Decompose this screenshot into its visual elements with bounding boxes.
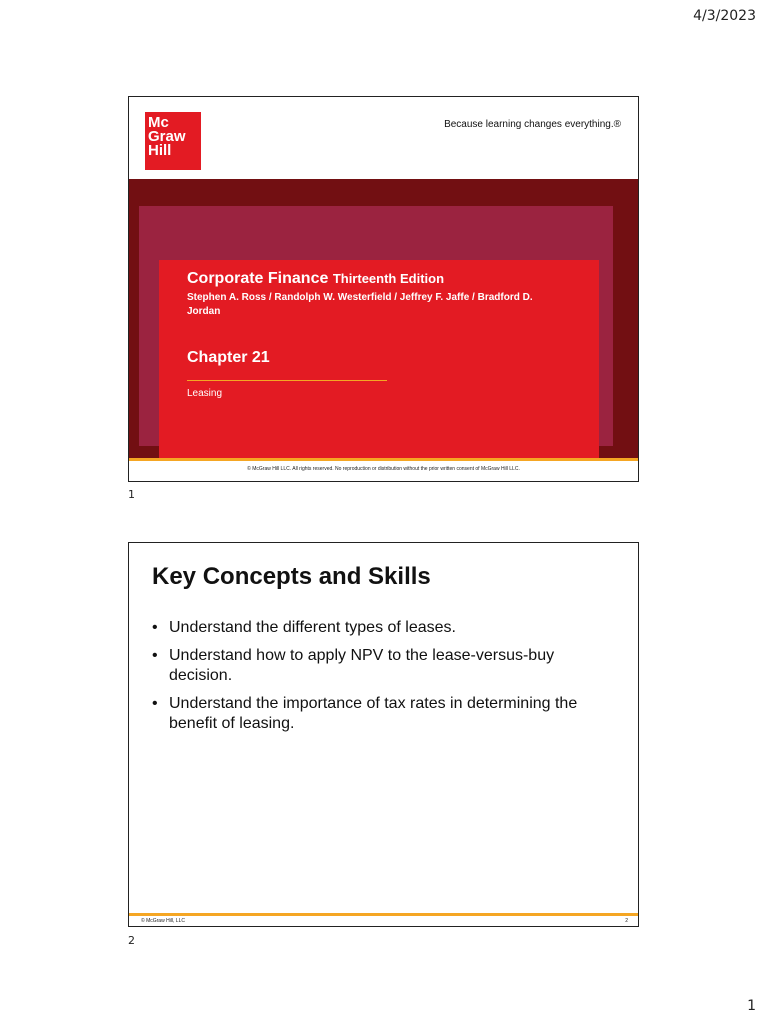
list-item — [152, 646, 612, 686]
mcgraw-hill-logo — [145, 112, 201, 170]
chapter-label: Chapter 21 — [187, 349, 270, 366]
footer-rule — [129, 458, 638, 461]
logo-line: Mc — [148, 114, 169, 131]
book-title — [187, 270, 444, 288]
page-number: 1 — [747, 998, 756, 1014]
slide-title: Key Concepts and Skills — [152, 563, 431, 590]
book-authors: Stephen A. Ross / Randolph W. Westerfield / Jeffrey F. Jaffe / Bradford D. Jordan — [187, 292, 533, 317]
book-edition: Thirteenth Edition — [332, 271, 445, 286]
title-box — [159, 260, 599, 461]
title-band — [129, 179, 638, 460]
title-band-inner — [139, 206, 613, 446]
slide-number: 2 — [128, 934, 135, 947]
bullet-text: Understand the different types of leases. — [169, 619, 456, 636]
slide-1 — [128, 96, 639, 482]
chapter-subtitle: Leasing — [187, 388, 223, 399]
tagline: Because learning changes everything.® — [444, 119, 621, 130]
slide-number: 1 — [128, 488, 135, 501]
logo-line: Graw — [148, 128, 186, 145]
bullet-icon: • — [152, 619, 158, 636]
copyright-footer: © McGraw Hill LLC. All rights reserved. No reproduction or distribution without the prior written consent of McGraw Hill LLC. — [247, 466, 520, 472]
bullet-list — [152, 618, 612, 742]
title-divider — [187, 380, 387, 381]
logo-line: Hill — [148, 142, 172, 159]
copyright-footer: © McGraw Hill, LLC — [141, 918, 185, 924]
list-item — [152, 694, 612, 734]
page-date: 4/3/2023 — [693, 8, 756, 24]
bullet-icon: • — [152, 695, 158, 712]
slide-footer-number: 2 — [625, 918, 628, 924]
footer-rule — [129, 913, 638, 916]
book-title-text: Corporate Finance — [187, 270, 329, 287]
bullet-text: Understand the importance of tax rates in determining the benefit of leasing. — [169, 695, 578, 732]
bullet-icon: • — [152, 647, 158, 664]
bullet-text: Understand how to apply NPV to the lease-versus-buy decision. — [169, 647, 555, 684]
list-item — [152, 618, 612, 638]
slide-2 — [128, 542, 639, 927]
